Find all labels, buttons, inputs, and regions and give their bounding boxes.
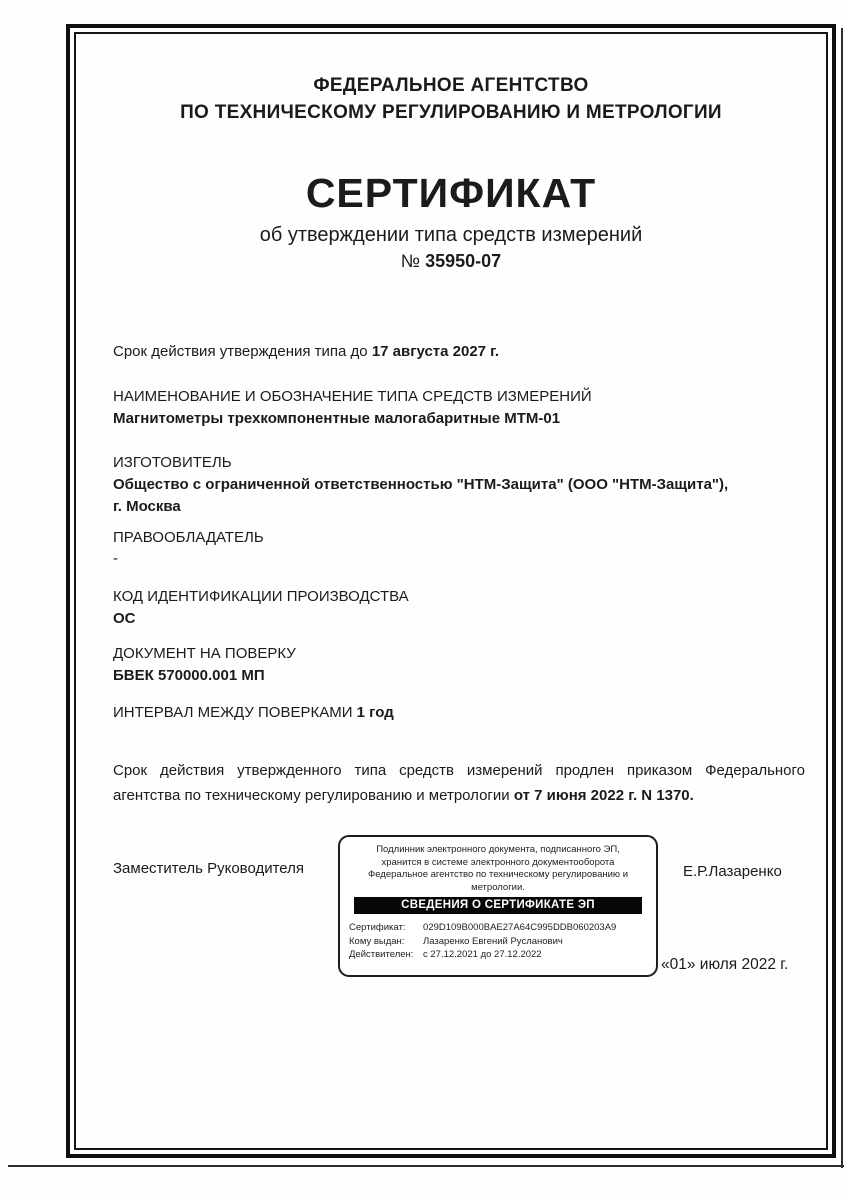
rights-holder-label: ПРАВООБЛАДАТЕЛЬ bbox=[113, 529, 264, 546]
validity-line bbox=[113, 342, 499, 361]
stamp-issued-row bbox=[349, 935, 647, 949]
document-number-value: 35950-07 bbox=[425, 251, 502, 271]
signature-date: «01» июля 2022 г. bbox=[661, 956, 789, 973]
agency-name bbox=[66, 72, 836, 126]
stamp-valid-label: Действителен: bbox=[349, 949, 414, 960]
stamp-issued-value: Лазаренко Евгений Русланович bbox=[423, 935, 563, 947]
signatory-position: Заместитель Руководителя bbox=[113, 860, 305, 877]
e-signature-stamp bbox=[338, 835, 658, 977]
scan-edge-right bbox=[841, 28, 843, 1168]
agency-line-1: ФЕДЕРАЛЬНОЕ АГЕНТСТВО bbox=[313, 75, 589, 96]
production-code-label: КОД ИДЕНТИФИКАЦИИ ПРОИЗВОДСТВА bbox=[113, 588, 409, 605]
document-subtitle: об утверждении типа средств измерений bbox=[259, 224, 643, 246]
extension-text: Срок действия утвержденного типа средств измерений продлен приказом Федерального агентства по техническому регулированию и метрологии bbox=[113, 762, 805, 804]
validity-date: 17 августа 2027 г. bbox=[371, 343, 500, 360]
agency-line-2: ПО ТЕХНИЧЕСКОМУ РЕГУЛИРОВАНИЮ И МЕТРОЛОГИИ bbox=[180, 102, 722, 123]
manufacturer-value-line2: г. Москва bbox=[113, 498, 181, 515]
validity-label: Срок действия утверждения типа до bbox=[113, 343, 372, 360]
extension-order-reference: от 7 июня 2022 г. N 1370. bbox=[513, 787, 694, 804]
stamp-header-line1: Подлинник электронного документа, подписанного ЭП, bbox=[376, 844, 620, 855]
type-name-label: НАИМЕНОВАНИЕ И ОБОЗНАЧЕНИЕ ТИПА СРЕДСТВ ИЗМЕРЕНИЙ bbox=[113, 388, 592, 405]
scan-edge-bottom bbox=[8, 1165, 844, 1167]
verification-interval-label: ИНТЕРВАЛ МЕЖДУ ПОВЕРКАМИ bbox=[113, 704, 357, 721]
verification-doc-label: ДОКУМЕНТ НА ПОВЕРКУ bbox=[113, 645, 296, 662]
signatory-name: Е.Р.Лазаренко bbox=[683, 863, 782, 880]
stamp-issued-label: Кому выдан: bbox=[349, 935, 405, 947]
document-number-prefix: № bbox=[400, 251, 426, 271]
stamp-certificate-value: 029D109B000BAE27A64C995DDB060203A9 bbox=[423, 922, 617, 933]
stamp-banner: СВЕДЕНИЯ О СЕРТИФИКАТЕ ЭП bbox=[354, 897, 642, 914]
extension-paragraph bbox=[113, 758, 805, 808]
stamp-header-line2: хранится в системе электронного документооборота bbox=[381, 856, 615, 868]
stamp-certificate-row bbox=[349, 921, 647, 935]
rights-holder-value: - bbox=[113, 550, 118, 567]
stamp-header-text bbox=[349, 844, 647, 894]
verification-interval-line bbox=[113, 703, 394, 722]
production-code-value: ОС bbox=[113, 610, 136, 627]
stamp-header-line4: метрологии. bbox=[471, 881, 525, 893]
stamp-valid-row bbox=[349, 948, 647, 962]
stamp-details bbox=[349, 921, 647, 962]
manufacturer-value-line1: Общество с ограниченной ответственностью "НТМ-Защита" (ООО "НТМ-Защита"), bbox=[113, 476, 729, 493]
document-title: СЕРТИФИКАТ bbox=[305, 170, 597, 216]
verification-doc-value: БВЕК 570000.001 МП bbox=[113, 667, 265, 684]
stamp-header-line3: Федеральное агентство по техническому регулированию и bbox=[368, 869, 628, 880]
document-number bbox=[66, 251, 836, 272]
verification-interval-value: 1 год bbox=[356, 704, 394, 721]
stamp-valid-value: с 27.12.2021 до 27.12.2022 bbox=[423, 949, 542, 960]
manufacturer-label: ИЗГОТОВИТЕЛЬ bbox=[113, 454, 232, 471]
stamp-certificate-label: Сертификат: bbox=[349, 922, 406, 933]
type-name-value: Магнитометры трехкомпонентные малогабаритные МТМ-01 bbox=[113, 410, 561, 427]
